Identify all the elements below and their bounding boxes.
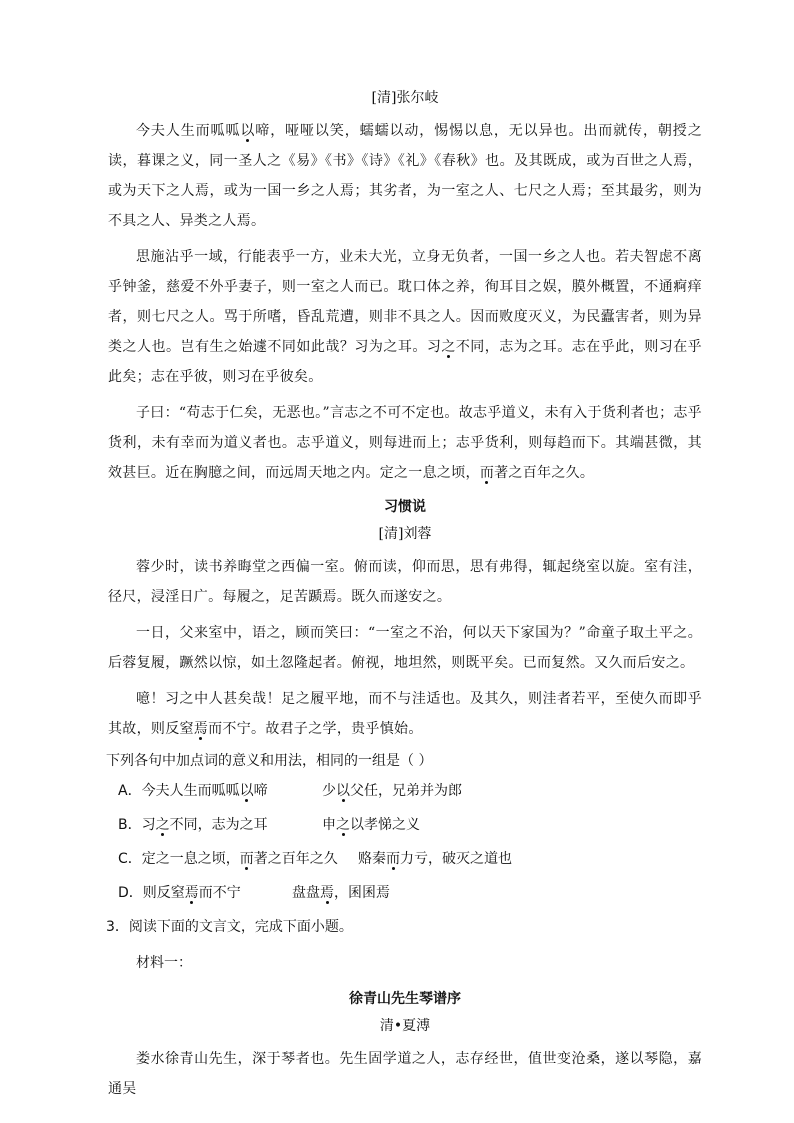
paragraph: 今夫人生而呱呱以啼，哑哑以笑，蠕蠕以动，惕惕以息，无以异也。出而就传，朝授之读，暮课之义，同一圣人之《易》《书》《诗》《礼》《春秋》也。及其既成，或为百世之人焉，或为天下之人焉，或为一国一乡之人焉；其劣者，为一室之人、七尺之人焉；至其最劣，则为不具之人、异类之人焉。 <box>108 123 702 229</box>
option-d[interactable]: D．则反窒焉而不宁 盘盘焉，囷囷焉 <box>118 885 390 901</box>
option-b[interactable]: B．习之不同，志为之耳 申之以孝悌之义 <box>118 817 420 833</box>
paragraph: 蓉少时，读书养晦堂之西偏一室。俯而读，仰而思，思有弗得，辄起绕室以旋。室有洼，径尺，浸淫日广。每履之，足苦踬焉。既久而遂安之。 <box>108 559 702 605</box>
author-line: [清]刘蓉 <box>378 526 432 542</box>
paragraph: 思施沾乎一域，行能表乎一方，业未大光，立身无负者，一国一乡之人也。若夫智虑不离乎钟釜，慈爱不外乎妻子，则一室之人而已。耽口体之养，徇耳目之娱，膜外概置，不通痾痒者，则七尺之人。骂于所嗜，昏乱荒遭，则非不具之人。因而败度灭义，为民蠹害者，则为异类之人也。岂有生之始遽不同如此哉？习为之耳。习之不同，志为之耳。志在乎此，则习在乎此矣；志在乎彼，则习在乎彼矣。 <box>108 249 702 385</box>
question-3-stem: 3．阅读下面的文言文，完成下面小题。 <box>106 919 353 935</box>
section-title: 徐青山先生琴谱序 <box>349 991 461 1007</box>
paragraph: 子曰：“苟志于仁矣，无恶也。”言志之不可不定也。故志乎道义，未有入于货利者也；志乎货利，未有幸而为道义者也。志乎道义，则每进而上；志乎货利，则每趋而下。其端甚微，其效甚巨。近在胸臆之间，而远周天地之内。定之一息之顷，而著之百年之久。 <box>108 405 702 481</box>
paragraph: 娄水徐青山先生，深于琴者也。先生固学道之人，志存经世，值世变沧桑，遂以琴隐，嘉通吴 <box>108 1051 702 1097</box>
paragraph: 噫！习之中人甚矣哉！足之履平地，而不与洼适也。及其久，则洼者若平，至使久而即乎其故，则反窒焉而不宁。故君子之学，贵乎慎始。 <box>108 691 702 737</box>
section-title: 习惯说 <box>384 499 426 515</box>
option-a[interactable]: A．今夫人生而呱呱以啼 少以父任，兄弟并为郎 <box>118 783 462 799</box>
document-page <box>108 88 702 1110</box>
question-stem: 下列各句中加点词的意义和用法，相同的一组是（ ） <box>106 753 433 769</box>
option-c[interactable]: C．定之一息之顷，而著之百年之久 赂秦而力亏，破灭之道也 <box>118 851 512 867</box>
author-line: [清]张尔岐 <box>371 90 439 106</box>
author-line: 清•夏溥 <box>379 1018 431 1034</box>
material-label: 材料一： <box>136 955 192 971</box>
paragraph: 一日，父来室中，语之，顾而笑曰：“一室之不治，何以天下家国为？”命童子取土平之。后蓉复履，蹶然以惊，如土忽隆起者。俯视，地坦然，则既平矣。已而复然。又久而后安之。 <box>108 625 702 671</box>
